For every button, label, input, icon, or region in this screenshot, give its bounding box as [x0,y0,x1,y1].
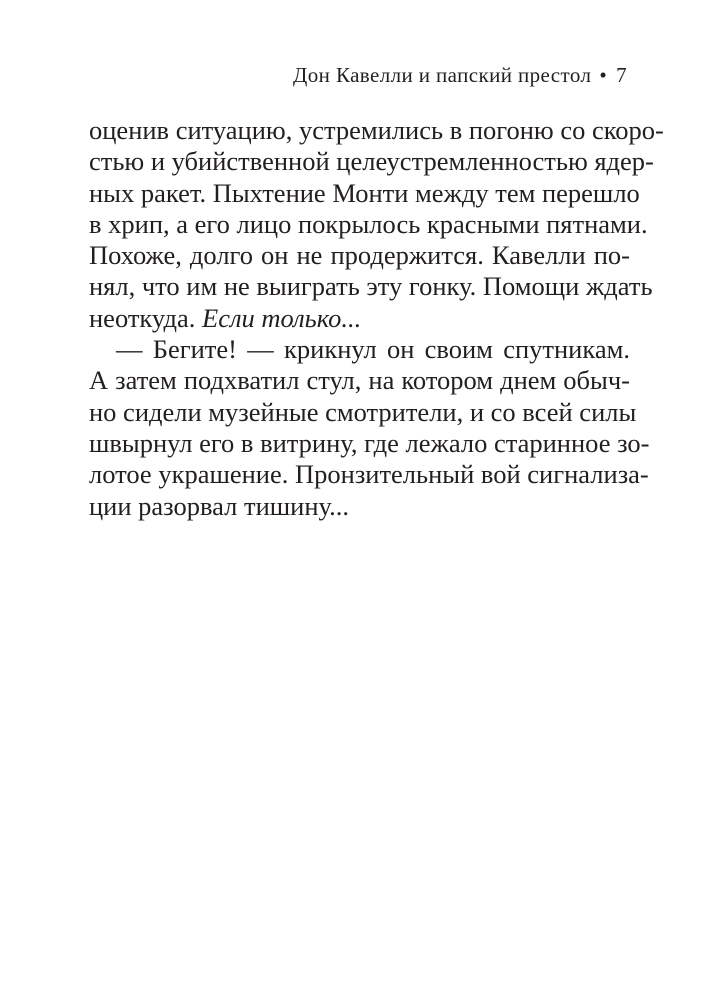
text-line-last: ции разорвал тишину... [89,490,350,521]
header-separator: • [599,63,608,87]
page-number: 7 [616,63,627,87]
text-italic: Если только... [202,302,362,333]
text-line: А затем подхватил стул, на котором днем обыч- [89,365,630,396]
text-line: оценив ситуацию, устремились в погоню со скоро- [89,115,664,145]
text-line: — Бегите! — крикнул он своим спутникам. [116,334,630,365]
text-plain: неоткуда. [89,302,203,333]
text-line: стью и убийственной целеустремленностью ядер- [89,146,654,177]
text-line: швырнул его в витрину, где лежало старинное зо- [89,427,650,458]
text-line: но сидели музейные смотрители, и со всей силы [89,396,637,427]
text-line: ных ракет. Пыхтение Монти между тем перешло [89,177,640,208]
text-line: в хрип, а его лицо покрылось красными пятнами. [89,208,648,239]
text-line: Похоже, долго он не продержится. Кавелли по- [89,240,630,271]
book-title: Дон Кавелли и папский престол [293,63,592,87]
text-line: нял, что им не выиграть эту гонку. Помощи ждать [89,271,653,302]
text-line: лотое украшение. Пронзительный вой сигнализа- [89,459,649,490]
text-line-last [89,303,630,334]
body-text [89,115,664,522]
running-head [293,63,627,88]
